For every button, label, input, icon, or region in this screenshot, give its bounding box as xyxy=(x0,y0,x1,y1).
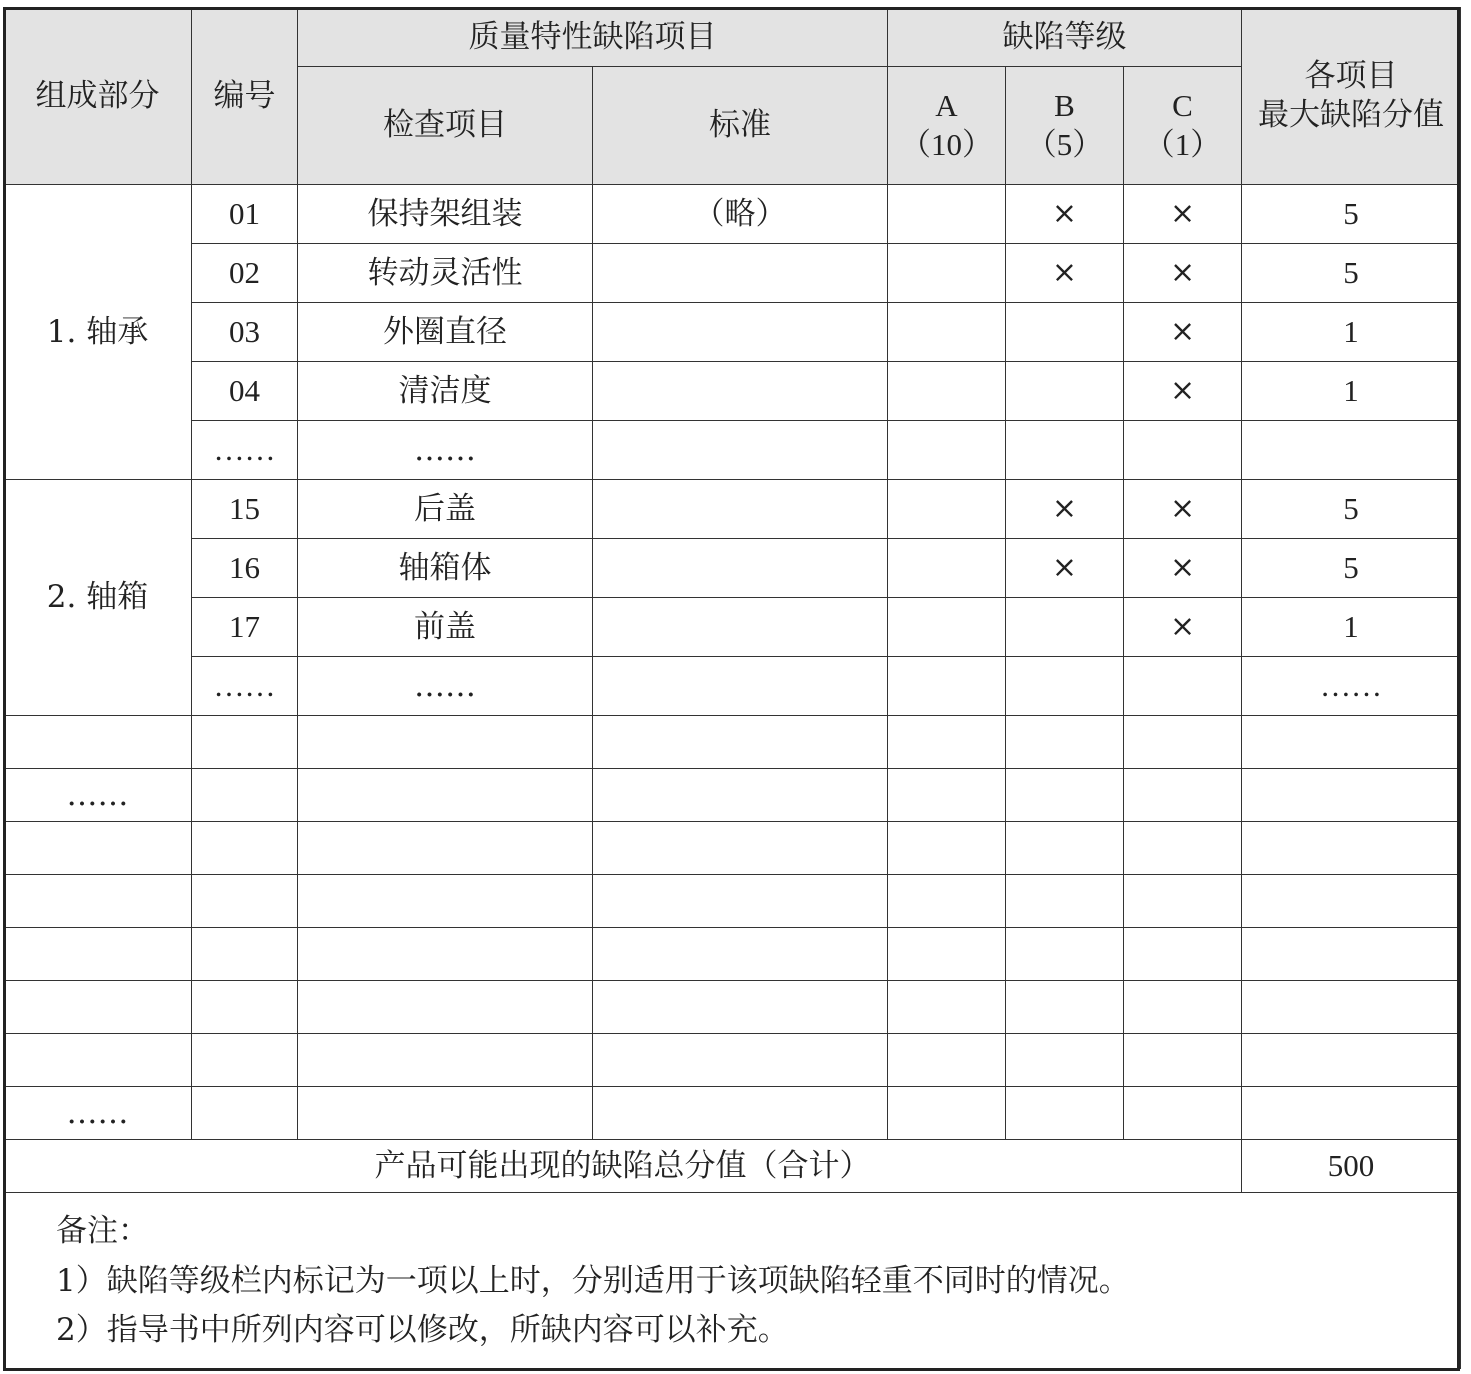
row-standard xyxy=(593,657,888,716)
row-number: 02 xyxy=(192,244,298,303)
row-grade-a xyxy=(888,303,1006,362)
row-max-score: 5 xyxy=(1242,185,1461,244)
row-grade-c xyxy=(1124,657,1242,716)
blank-row xyxy=(4,716,1461,769)
header-grade-group: 缺陷等级 xyxy=(888,8,1242,67)
grade-c-letter: C xyxy=(1172,87,1193,123)
row-grade-c: × xyxy=(1124,244,1242,303)
blank-row xyxy=(4,875,1461,928)
row-standard xyxy=(593,303,888,362)
row-grade-b xyxy=(1006,598,1124,657)
row-max-score: …… xyxy=(1242,657,1461,716)
blank-row xyxy=(4,928,1461,981)
row-number: 03 xyxy=(192,303,298,362)
header-check-item: 检查项目 xyxy=(298,67,593,185)
part-cell: 2. 轴箱 xyxy=(4,480,192,716)
table-row xyxy=(4,185,1461,244)
table-row xyxy=(4,303,1461,362)
row-grade-b xyxy=(1006,303,1124,362)
row-item: 轴箱体 xyxy=(298,539,593,598)
row-number: 17 xyxy=(192,598,298,657)
row-grade-b: × xyxy=(1006,480,1124,539)
note-line-2: 2）指导书中所列内容可以修改，所缺内容可以补充。 xyxy=(56,1312,789,1349)
row-grade-a xyxy=(888,598,1006,657)
row-item: 外圈直径 xyxy=(298,303,593,362)
row-number: …… xyxy=(192,421,298,480)
total-row xyxy=(4,1140,1461,1193)
row-item: 转动灵活性 xyxy=(298,244,593,303)
blank-row xyxy=(4,981,1461,1034)
blank-row xyxy=(4,822,1461,875)
blank-part-cell xyxy=(4,875,192,928)
row-standard xyxy=(593,539,888,598)
row-grade-a xyxy=(888,657,1006,716)
total-label: 产品可能出现的缺陷总分值（合计） xyxy=(4,1140,1242,1193)
grade-a-letter: A xyxy=(935,87,958,123)
row-standard xyxy=(593,244,888,303)
blank-part-cell xyxy=(4,822,192,875)
row-grade-a xyxy=(888,185,1006,244)
row-grade-b: × xyxy=(1006,185,1124,244)
row-grade-c xyxy=(1124,421,1242,480)
row-grade-c: × xyxy=(1124,480,1242,539)
row-grade-b: × xyxy=(1006,244,1124,303)
row-item: 前盖 xyxy=(298,598,593,657)
table-row xyxy=(4,539,1461,598)
row-max-score: 1 xyxy=(1242,598,1461,657)
grade-a-score: （10） xyxy=(900,126,993,162)
row-number: 16 xyxy=(192,539,298,598)
header-max-line2: 最大缺陷分值 xyxy=(1258,97,1445,133)
header-part: 组成部分 xyxy=(4,8,192,185)
header-grade-b xyxy=(1006,67,1124,185)
grade-b-score: （5） xyxy=(1025,126,1104,162)
row-grade-b: × xyxy=(1006,539,1124,598)
table-row xyxy=(4,362,1461,421)
blank-row xyxy=(4,1034,1461,1087)
row-max-score xyxy=(1242,421,1461,480)
row-grade-b xyxy=(1006,362,1124,421)
row-grade-c: × xyxy=(1124,362,1242,421)
blank-part-cell xyxy=(4,981,192,1034)
notes-title: 备注： xyxy=(56,1213,149,1249)
blank-row xyxy=(4,1087,1461,1140)
row-max-score: 5 xyxy=(1242,480,1461,539)
row-grade-a xyxy=(888,480,1006,539)
table-row xyxy=(4,480,1461,539)
row-standard xyxy=(593,362,888,421)
header-max-score xyxy=(1242,8,1461,185)
blank-row xyxy=(4,769,1461,822)
blank-part-cell xyxy=(4,716,192,769)
blank-part-cell: …… xyxy=(4,1087,192,1140)
header-quality-group: 质量特性缺陷项目 xyxy=(298,8,888,67)
row-max-score: 5 xyxy=(1242,539,1461,598)
notes-row xyxy=(4,1193,1461,1369)
row-standard xyxy=(593,480,888,539)
grade-c-score: （1） xyxy=(1143,126,1222,162)
table-row xyxy=(4,657,1461,716)
row-item: 清洁度 xyxy=(298,362,593,421)
grade-b-letter: B xyxy=(1054,87,1075,123)
row-max-score: 1 xyxy=(1242,303,1461,362)
row-grade-a xyxy=(888,421,1006,480)
header-max-line1: 各项目 xyxy=(1304,58,1398,95)
header-grade-c xyxy=(1124,67,1242,185)
defect-table-container xyxy=(3,7,1460,1371)
row-item: …… xyxy=(298,421,593,480)
blank-part-cell xyxy=(4,1034,192,1087)
row-number: 01 xyxy=(192,185,298,244)
row-standard xyxy=(593,598,888,657)
header-standard: 标准 xyxy=(593,67,888,185)
part-cell: 1. 轴承 xyxy=(4,185,192,480)
table-row xyxy=(4,421,1461,480)
row-item: 后盖 xyxy=(298,480,593,539)
row-max-score: 1 xyxy=(1242,362,1461,421)
row-grade-a xyxy=(888,539,1006,598)
blank-part-cell: …… xyxy=(4,769,192,822)
row-grade-a xyxy=(888,362,1006,421)
header-number: 编号 xyxy=(192,8,298,185)
row-grade-b xyxy=(1006,657,1124,716)
header-grade-a xyxy=(888,67,1006,185)
row-number: 15 xyxy=(192,480,298,539)
blank-part-cell xyxy=(4,928,192,981)
row-standard: （略） xyxy=(593,185,888,244)
header-row-1 xyxy=(4,8,1461,67)
table-row xyxy=(4,244,1461,303)
notes-cell xyxy=(4,1193,1461,1369)
row-grade-c: × xyxy=(1124,303,1242,362)
row-max-score: 5 xyxy=(1242,244,1461,303)
row-number: …… xyxy=(192,657,298,716)
total-value: 500 xyxy=(1242,1140,1461,1193)
row-grade-c: × xyxy=(1124,598,1242,657)
note-line-1: 1）缺陷等级栏内标记为一项以上时，分别适用于该项缺陷轻重不同时的情况。 xyxy=(56,1262,1130,1299)
row-grade-c: × xyxy=(1124,185,1242,244)
row-grade-b xyxy=(1006,421,1124,480)
row-item: 保持架组装 xyxy=(298,185,593,244)
row-standard xyxy=(593,421,888,480)
row-grade-c: × xyxy=(1124,539,1242,598)
row-number: 04 xyxy=(192,362,298,421)
row-item: …… xyxy=(298,657,593,716)
defect-classification-table xyxy=(3,7,1461,1369)
table-row xyxy=(4,598,1461,657)
row-grade-a xyxy=(888,244,1006,303)
